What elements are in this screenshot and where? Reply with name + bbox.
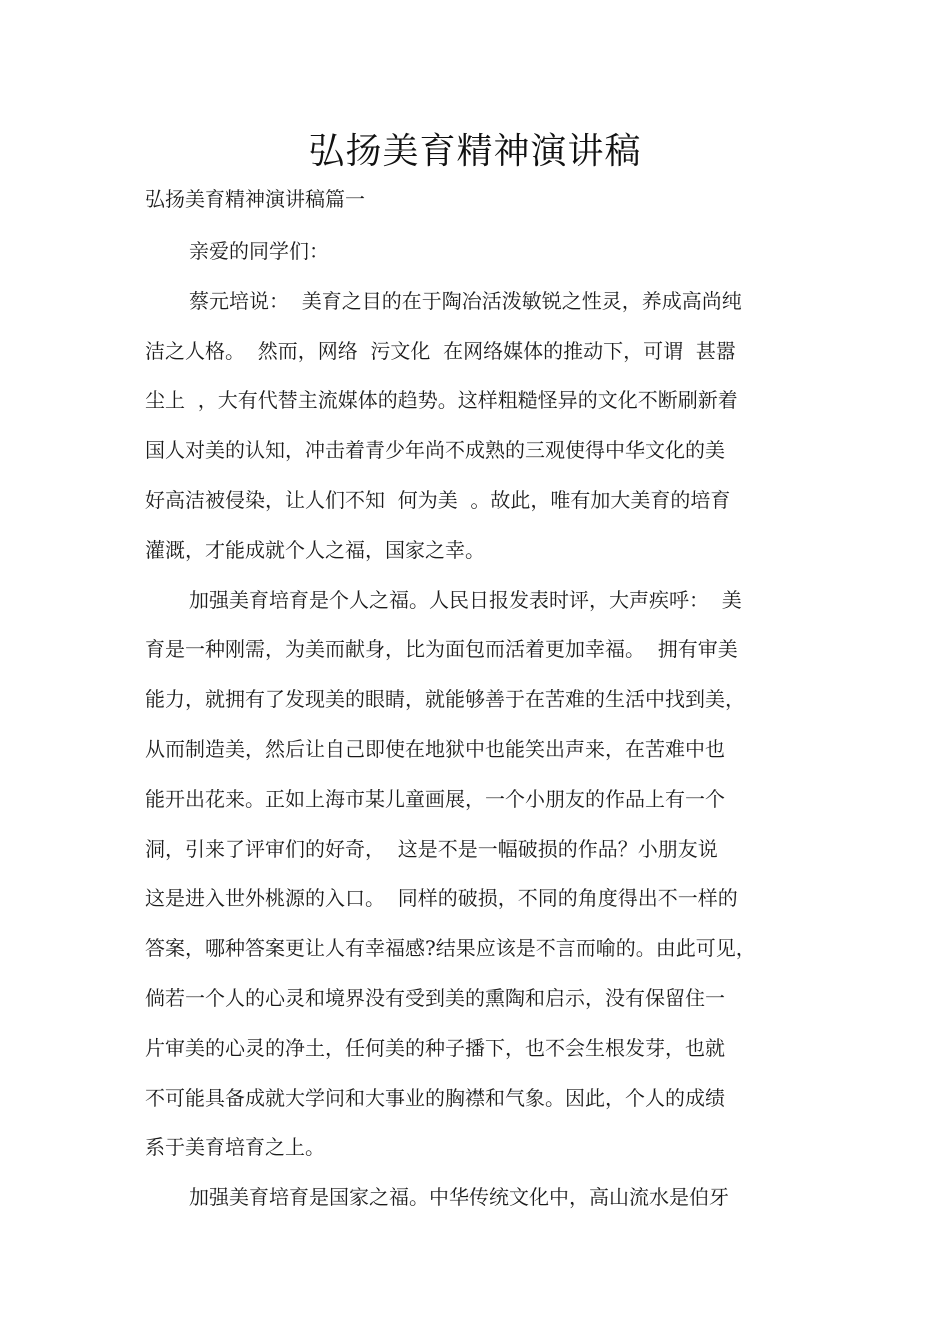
paragraph-line: 尘上 ，大有代替主流媒体的趋势。这样粗糙怪异的文化不断刷新着 xyxy=(145,388,738,413)
paragraph-line: 洁之人格。 然而，网络 污文化 在网络媒体的推动下，可谓 甚嚣 xyxy=(145,338,736,363)
paragraph-line: 加强美育培育是国家之福。中华传统文化中，高山流水是伯牙 xyxy=(189,1185,729,1210)
paragraph-line: 加强美育培育是个人之福。人民日报发表时评，大声疾呼： 美 xyxy=(189,587,742,612)
paragraph-line: 能力，就拥有了发现美的眼睛，就能够善于在苦难的生活中找到美， xyxy=(145,687,745,712)
paragraph-line: 从而制造美，然后让自己即使在地狱中也能笑出声来，在苦难中也 xyxy=(145,736,725,761)
paragraph-line: 能开出花来。正如上海市某儿童画展，一个小朋友的作品上有一个 xyxy=(145,786,725,811)
paragraph-line: 育是一种刚需，为美而献身，比为面包而活着更加幸福。 拥有审美 xyxy=(145,637,738,662)
paragraph-line: 灌溉，才能成就个人之福，国家之幸。 xyxy=(145,537,485,562)
salutation-line: 亲爱的同学们： xyxy=(189,239,329,263)
document-subtitle: 弘扬美育精神演讲稿篇一 xyxy=(145,187,365,211)
paragraph-line: 系于美育培育之上。 xyxy=(145,1135,325,1160)
paragraph-line: 这是进入世外桃源的入口。 同样的破损，不同的角度得出不一样的 xyxy=(145,886,738,911)
document-title: 弘扬美育精神演讲稿 xyxy=(308,131,642,172)
paragraph-line: 国人对美的认知，冲击着青少年尚不成熟的三观使得中华文化的美 xyxy=(145,438,725,463)
paragraph-line: 倘若一个人的心灵和境界没有受到美的熏陶和启示，没有保留住一 xyxy=(145,985,725,1010)
paragraph-line: 好高洁被侵染，让人们不知 何为美 。故此，唯有加大美育的培育 xyxy=(145,487,731,512)
document-body xyxy=(145,235,830,1231)
paragraph-line: 蔡元培说： 美育之目的在于陶冶活泼敏锐之性灵，养成高尚纯 xyxy=(189,288,742,313)
paragraph-line: 洞，引来了评审们的好奇， 这是不是一幅破损的作品？小朋友说 xyxy=(145,836,718,861)
paragraph-line: 答案，哪种答案更让人有幸福感?结果应该是不言而喻的。由此可见， xyxy=(145,936,756,961)
paragraph-line: 片审美的心灵的净土，任何美的种子播下，也不会生根发芽，也就 xyxy=(145,1035,725,1060)
paragraph-line: 不可能具备成就大学问和大事业的胸襟和气象。因此，个人的成绩 xyxy=(145,1085,725,1110)
